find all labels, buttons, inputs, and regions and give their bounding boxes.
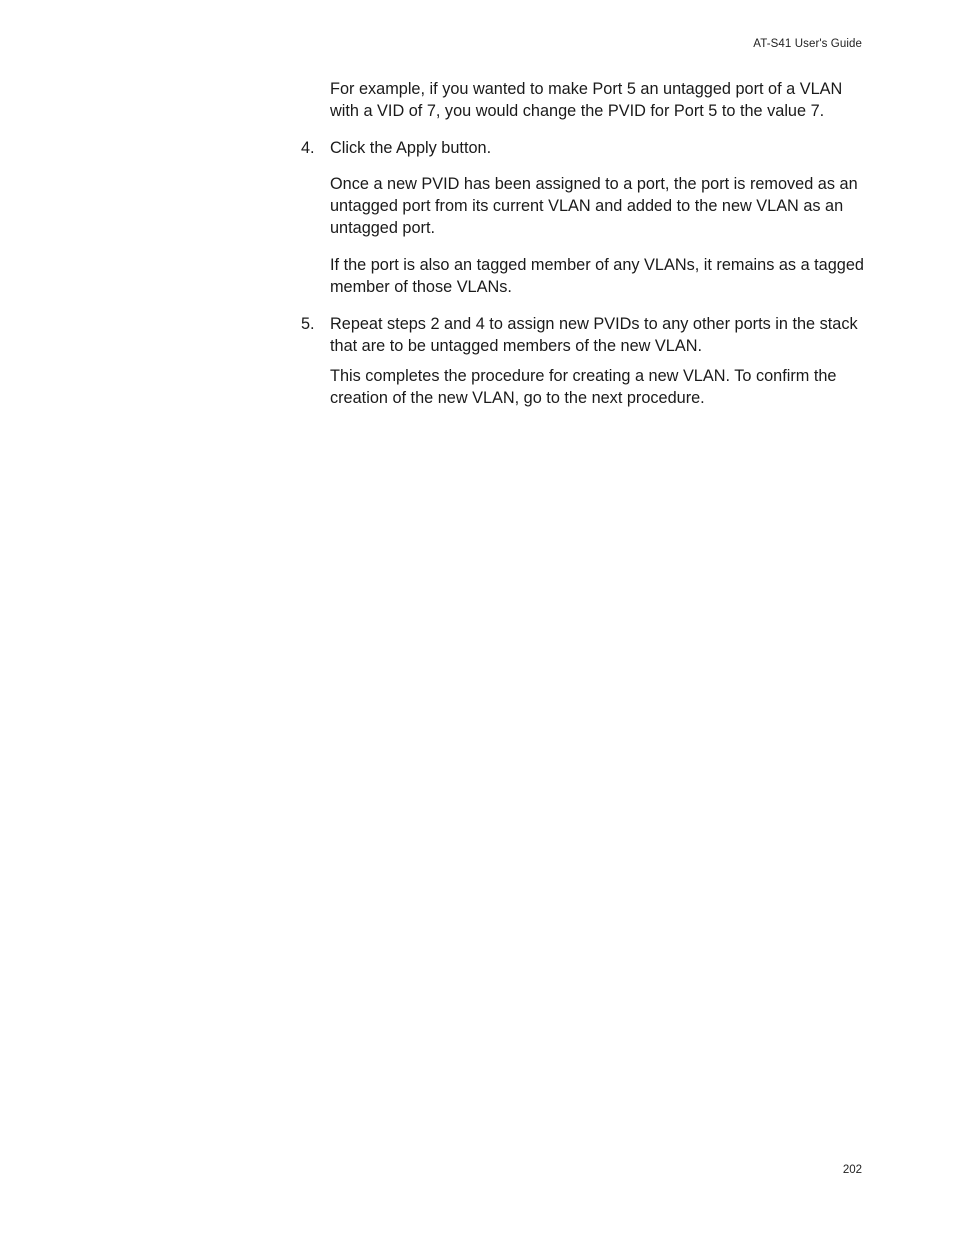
- step-text: Repeat steps 2 and 4 to assign new PVIDs to any other ports in the stack that are to be untagged members of the new VLAN.: [330, 315, 858, 355]
- step-4-note-1: Once a new PVID has been assigned to a port, the port is removed as an untagged port from its current VLAN and added to the new VLAN as an untagged port.: [330, 175, 858, 237]
- step-5-note-1: This completes the procedure for creating a new VLAN. To confirm the creation of the new VLAN, go to the next procedure.: [330, 367, 837, 407]
- intro-paragraph: For example, if you wanted to make Port 5 an untagged port of a VLAN with a VID of 7, you would change the PVID for Port 5 to the value 7.: [330, 80, 843, 120]
- step-number: 5.: [301, 315, 315, 333]
- step-4-note-2: If the port is also an tagged member of any VLANs, it remains as a tagged member of those VLANs.: [330, 256, 864, 296]
- step-text: Click the Apply button.: [330, 139, 492, 157]
- running-header: AT-S41 User's Guide: [753, 38, 862, 50]
- page-number: 202: [842, 1164, 862, 1176]
- document-body: [301, 78, 865, 418]
- step-4: [301, 137, 865, 159]
- step-5: [301, 313, 865, 357]
- step-number: 4.: [301, 139, 315, 157]
